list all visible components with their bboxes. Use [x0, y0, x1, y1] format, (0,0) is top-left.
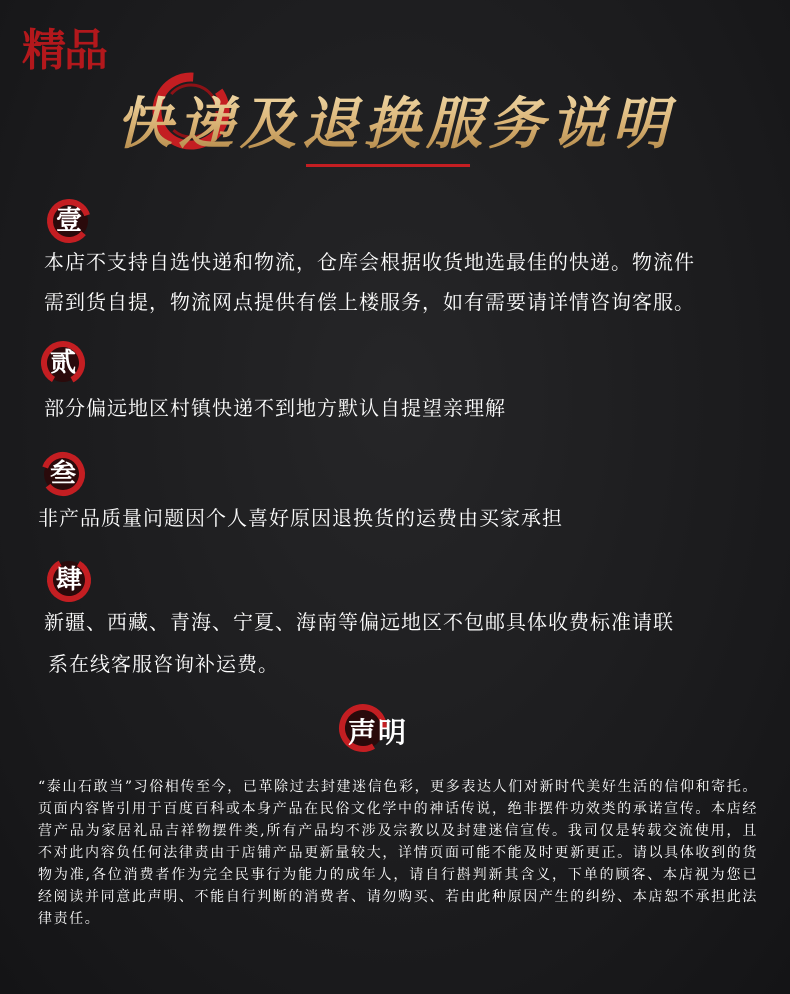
section-2-line-1: 部分偏远地区村镇快递不到地方默认自提望亲理解	[44, 396, 506, 420]
section-1-badge	[44, 196, 94, 246]
watermark-logo: 精品	[22, 25, 106, 76]
declaration-title: 声明	[348, 716, 409, 749]
section-1-line-1: 本店不支持自选快递和物流，仓库会根据收货地选最佳的快递。物流件	[44, 250, 695, 274]
section-3-numeral: 叁	[49, 459, 76, 489]
section-2-numeral: 贰	[49, 348, 76, 378]
section-4-numeral: 肆	[55, 565, 82, 595]
section-4-badge	[44, 555, 94, 605]
section-4-line-2: 系在线客服咨询补运费。	[48, 652, 279, 676]
section-1-numeral: 壹	[55, 206, 82, 236]
section-3-line-1: 非产品质量问题因个人喜好原因退换货的运费由买家承担	[38, 506, 563, 530]
title-divider	[306, 164, 470, 167]
declaration-body: “泰山石敢当”习俗相传至今，已革除过去封建迷信色彩，更多表达人们对新时代美好生活的信仰和寄托。页面内容皆引用于百度百科或本身产品在民俗文化学中的神话传说，绝非摆件功效类的承诺宣传。本店经营产品为家居礼品吉祥物摆件类,所有产品均不涉及宗教以及封建迷信宣传。我司仅是转载交流使用，且不对此内容负任何法律责由于店铺产品更新量较大，详情页面可能不能及时更新更正。请以具体收到的货物为准,各位消费者作为完全民事行为能力的成年人，请自行斟判新其含义，下单的顾客、本店视为您已经阅读并同意此声明、不能自行判断的消费者、请勿购买、若由此种原因产生的纠纷、本店恕不承担此法律责任。	[38, 779, 758, 927]
title-area	[0, 70, 790, 170]
section-2-badge	[38, 338, 88, 388]
section-3-badge	[38, 449, 88, 499]
section-1-line-2: 需到货自提，物流网点提供有偿上楼服务，如有需要请详情咨询客服。	[44, 290, 695, 314]
page-title: 快递及退换服务说明	[0, 80, 790, 160]
section-4-line-1: 新疆、西藏、青海、宁夏、海南等偏远地区不包邮具体收费标准请联	[44, 610, 674, 634]
